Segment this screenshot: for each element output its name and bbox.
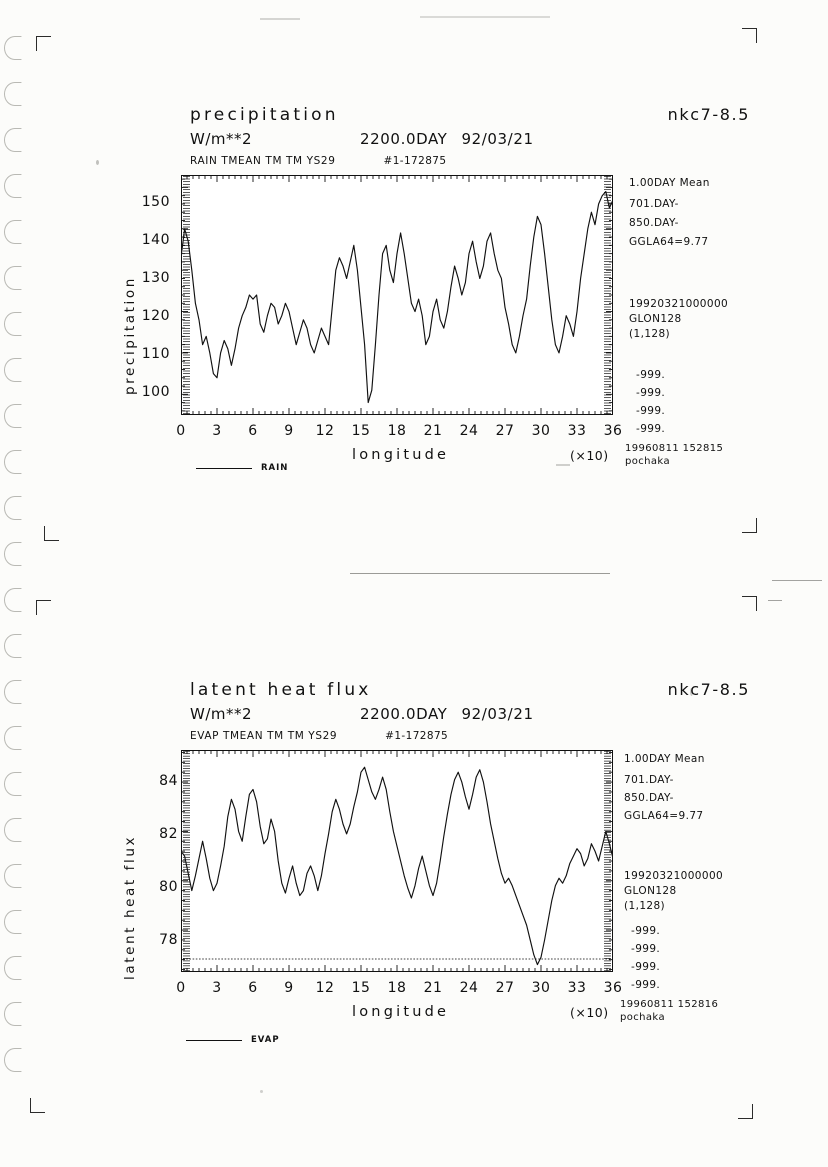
- figure-header: [190, 105, 750, 125]
- variable-meta: RAIN TMEAN TM TM YS29: [190, 155, 336, 167]
- punch-hole: [4, 864, 22, 888]
- x-tick-label: 30: [531, 980, 551, 996]
- right-annotation-glon: GLON128: [624, 885, 677, 897]
- x-tick-label: 27: [495, 423, 515, 439]
- punch-hole: [4, 496, 22, 520]
- x-axis-title: longitude: [352, 1004, 450, 1020]
- x-tick-label: 27: [495, 980, 515, 996]
- punch-hole: [4, 680, 22, 704]
- x-tick-label: 0: [176, 980, 186, 996]
- scan-artifact: [768, 600, 782, 601]
- plot-canvas: [181, 175, 613, 415]
- x-tick-label: 9: [284, 423, 294, 439]
- x-tick-label: 36: [603, 980, 623, 996]
- right-annotation-mean: 1.00DAY Mean: [624, 753, 705, 765]
- page-title: latent heat flux: [190, 680, 372, 700]
- right-annotation-day2: 850.DAY-: [624, 792, 674, 804]
- right-missing-value: -999.: [631, 979, 661, 991]
- record-id: #1-172875: [385, 730, 449, 742]
- day-label: 2200.0DAY: [360, 130, 448, 148]
- x-tick-label: 3: [212, 980, 222, 996]
- print-stamp-user: pochaka: [620, 1012, 665, 1023]
- punch-hole: [4, 1048, 22, 1072]
- y-tick-label: 82: [159, 826, 178, 842]
- x-tick-label: 18: [387, 980, 407, 996]
- right-annotation-ggla: GGLA64=9.77: [629, 236, 709, 248]
- scan-artifact: [772, 580, 822, 581]
- legend-line-swatch: [196, 468, 252, 469]
- punch-hole: [4, 1002, 22, 1026]
- figure-meta: [190, 730, 750, 742]
- x-tick-label: 0: [176, 423, 186, 439]
- punch-hole: [4, 588, 22, 612]
- scan-speck: [96, 160, 99, 165]
- punch-hole: [4, 726, 22, 750]
- right-missing-value: -999.: [631, 961, 661, 973]
- legend-label: RAIN: [261, 463, 289, 473]
- right-missing-value: -999.: [636, 369, 666, 381]
- punch-hole: [4, 128, 22, 152]
- print-stamp-datetime: 19960811 152816: [620, 999, 719, 1010]
- crop-mark: [738, 1104, 753, 1119]
- punch-hole: [4, 542, 22, 566]
- x-tick-label: 24: [459, 980, 479, 996]
- punch-hole: [4, 772, 22, 796]
- scan-speck: [420, 16, 550, 18]
- scan-speck: [260, 1090, 263, 1093]
- x-tick-label: 6: [248, 423, 258, 439]
- punch-hole: [4, 82, 22, 106]
- figure-subheader: [190, 705, 750, 723]
- y-axis-title: latent heat flux: [122, 834, 138, 980]
- y-tick-label: 84: [159, 773, 178, 789]
- right-annotation-glon: GLON128: [629, 313, 682, 325]
- legend-line-swatch: [186, 1040, 242, 1041]
- units-label: W/m**2: [190, 705, 253, 723]
- x-tick-label: 15: [351, 423, 371, 439]
- x-tick-label: 36: [603, 423, 623, 439]
- punch-hole: [4, 404, 22, 428]
- x-axis-multiplier: (×10): [570, 448, 609, 463]
- legend: [186, 1035, 280, 1045]
- y-tick-label: 100: [141, 384, 170, 400]
- y-axis-title: precipitation: [122, 276, 138, 395]
- punch-hole: [4, 910, 22, 934]
- punch-hole: [4, 312, 22, 336]
- x-tick-label: 12: [315, 980, 335, 996]
- x-axis-title: longitude: [352, 447, 450, 463]
- right-missing-value: -999.: [631, 943, 661, 955]
- plot-area-latent-heat-flux: [181, 750, 613, 972]
- punch-hole: [4, 450, 22, 474]
- date-label: 92/03/21: [461, 130, 534, 148]
- x-axis-multiplier: (×10): [570, 1005, 609, 1020]
- run-code: nkc7-8.5: [667, 680, 750, 699]
- scan-speck: [260, 18, 300, 20]
- figure-subheader: [190, 130, 750, 148]
- figure-meta: [190, 155, 750, 167]
- date-label: 92/03/21: [461, 705, 534, 723]
- y-tick-label: 150: [141, 194, 170, 210]
- y-tick-label: 80: [159, 879, 178, 895]
- day-label: 2200.0DAY: [360, 705, 448, 723]
- punch-hole: [4, 266, 22, 290]
- right-missing-value: -999.: [636, 387, 666, 399]
- x-tick-label: 18: [387, 423, 407, 439]
- right-annotation-index: (1,128): [624, 900, 666, 912]
- x-tick-label: 6: [248, 980, 258, 996]
- punch-hole: [4, 634, 22, 658]
- figure-header: [190, 680, 750, 700]
- x-tick-label: 3: [212, 423, 222, 439]
- y-tick-label: 78: [159, 932, 178, 948]
- crop-mark: [742, 28, 757, 43]
- y-tick-label: 110: [141, 346, 170, 362]
- x-tick-label: 33: [567, 980, 587, 996]
- punch-hole: [4, 220, 22, 244]
- crop-mark: [36, 600, 51, 615]
- y-tick-label: 120: [141, 308, 170, 324]
- page-title: precipitation: [190, 105, 339, 125]
- scan-artifact: [350, 573, 610, 574]
- legend-label: EVAP: [251, 1035, 280, 1045]
- x-tick-label: 9: [284, 980, 294, 996]
- right-annotation-day2: 850.DAY-: [629, 217, 679, 229]
- print-stamp-user: pochaka: [625, 456, 670, 467]
- crop-mark: [742, 596, 757, 611]
- legend: [196, 463, 288, 473]
- x-tick-label: 21: [423, 423, 443, 439]
- crop-mark: [44, 526, 59, 541]
- x-tick-label: 21: [423, 980, 443, 996]
- x-tick-label: 15: [351, 980, 371, 996]
- variable-meta: EVAP TMEAN TM TM YS29: [190, 730, 338, 742]
- right-annotation-day1: 701.DAY-: [629, 198, 679, 210]
- punch-hole: [4, 36, 22, 60]
- right-annotation-mean: 1.00DAY Mean: [629, 177, 710, 189]
- plot-canvas: [181, 750, 613, 972]
- units-label: W/m**2: [190, 130, 253, 148]
- crop-mark: [36, 36, 51, 51]
- right-annotation-ggla: GGLA64=9.77: [624, 810, 704, 822]
- right-missing-value: -999.: [631, 925, 661, 937]
- x-tick-label: 30: [531, 423, 551, 439]
- print-stamp-datetime: 19960811 152815: [625, 443, 724, 454]
- crop-mark: [30, 1098, 45, 1113]
- right-annotation-day1: 701.DAY-: [624, 774, 674, 786]
- run-code: nkc7-8.5: [667, 105, 750, 124]
- y-tick-label: 130: [141, 270, 170, 286]
- punch-hole: [4, 956, 22, 980]
- punch-hole: [4, 818, 22, 842]
- right-annotation-index: (1,128): [629, 328, 671, 340]
- x-tick-label: 33: [567, 423, 587, 439]
- right-annotation-time: 19920321000000: [624, 870, 724, 882]
- x-tick-label: 12: [315, 423, 335, 439]
- scan-speck: [556, 464, 570, 466]
- crop-mark: [742, 518, 757, 533]
- plot-area-precipitation: [181, 175, 613, 415]
- right-missing-value: -999.: [636, 405, 666, 417]
- record-id: #1-172875: [383, 155, 447, 167]
- punch-hole: [4, 358, 22, 382]
- y-tick-label: 140: [141, 232, 170, 248]
- punch-hole: [4, 174, 22, 198]
- right-missing-value: -999.: [636, 423, 666, 435]
- right-annotation-time: 19920321000000: [629, 298, 729, 310]
- x-tick-label: 24: [459, 423, 479, 439]
